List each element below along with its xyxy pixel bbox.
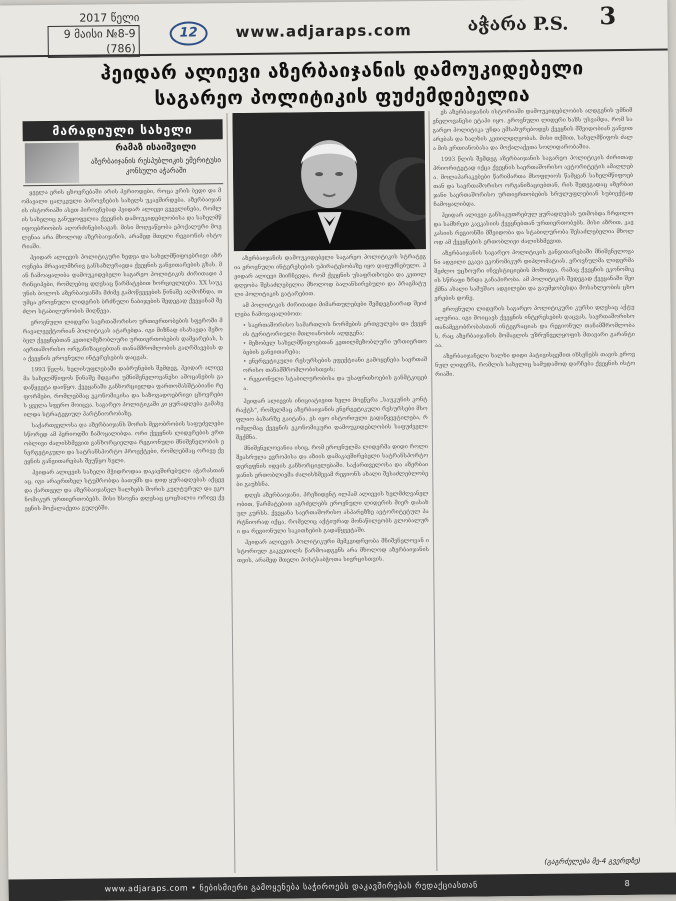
paragraph: აზერბაიჯანელი ხალხი დიდი პატივისცემით იხსენებს თავის ეროვნულ ლიდერს, რომლის სახელიც სამუდამოდ დარჩება ქვეყნის ისტორიაში. (435, 351, 636, 378)
article-column-2 (234, 253, 432, 875)
issue-year: 2017 წელი (79, 11, 140, 25)
page-number: 3 (599, 1, 617, 31)
bullet-list (243, 320, 428, 394)
article-column-1 (21, 187, 228, 879)
website-url[interactable]: www.adjaraps.com (235, 21, 412, 42)
paragraph: საქართველოსა და აზერბაიჯანს შორის მეგობრობის საფუძვლები სწორედ ამ პერიოდში ჩამოყალიბდა. ორი ქვეყნის ლიდერების ერთობლივი ძალისხმევით განხორციელდა რეგიონული მნიშვნელობის ენერგეტიკული და სატრანსპორტო პროექტები, რომლებმაც ორივე ქვეყნის განვითარებას შეუწყო ხელი. (23, 421, 225, 466)
portrait-photo (232, 111, 425, 251)
paragraph: ჰეიდარ ალიევის სახელი მჭიდროდაა დაკავშირებული აჭარასთანაც. იგი არაერთხელ სტუმრობდა ბათუმს და დიდ ყურადღებას აქცევდა ქართველ და აზერბაიჯანელ ხალხებს შორის კულტურულ და ეკონომიკურ ურთიერთობებს. მისი ხსოვნა დღესაც ცოცხალია ორივე ქვეყნის მოქალაქეთა გულებში. (24, 468, 225, 513)
author-role: აზერბაიჯანის რესპუბლიკის ემერიტუსი კონსული აჭარაში (90, 156, 222, 176)
article-column-3 (432, 107, 640, 845)
section-label: მარადიული სახელი (23, 119, 223, 141)
article-headline (36, 55, 649, 113)
page-header (0, 0, 668, 58)
paragraph: ჰეიდარ ალიევი განსაკუთრებულ ყურადღებას უთმობდა ჩრდილო და სამხრეთ კავკასიის ქვეყნებთან ურთიერთობებს. მისი აზრით, კავკასიის რეგიონში მშვიდობა და სტაბილურობა შესაძლებელია მხოლოდ ამ ქვეყნების ერთობლივი ძალისხმევით. (433, 210, 634, 246)
paragraph: ჰეიდარ ალიევის პოლიტიკური მემკვიდრეობა მნიშვნელოვან ისტორიულ გაკვეთილს წარმოადგენს არა მხოლოდ აზერბაიჯანისთვის, არამედ მთელი პოსტსაბჭოთა სივრცისთვის. (237, 538, 430, 565)
issue-number: 9 მაისი №8-9 (786) (48, 25, 140, 58)
paragraph: ჰეიდარ ალიევის პოლიტიკური ხედვა და სახელმწიფოებრივი აზროვნება მრავალმხრივ განსაზღვრავდა ქვეყნის განვითარების გზას. მან ჩამოაყალიბა დამოუკიდებელი საგარეო პოლიტიკის ძირითადი პრინციპები, რომლებიც დღესაც წარმატებით ხორციელდება. XX საუკუნის ბოლოს აზერბაიჯანმა მძიმე გამოწვევების წინაშე აღმოჩნდა, თუმცა ეროვნული ლიდერის ბრძნული ნაბიჯების შედეგად ქვეყანამ შეძლო სტაბილურობის მიღწევა. (22, 253, 223, 316)
paragraph: 1993 წელს, ხელისუფლებაში დაბრუნების შემდეგ, ჰეიდარ ალიევმა სახელმწიფოს წინაშე მდგარი უმნიშვნელოვანესი ამოცანების გადაწყვეტა დაიწყო. ქვეყანაში განხორციელდა ფართომასშტაბიანი რეფორმები, რომლებმაც ეკონომიკისა და საზოგადოებრივი ცხოვრების ყველა სფერო მოიცვა. საგარეო პოლიტიკაში კი ყურადღება გამახვილდა სტრატეგიულ პარტნიორობაზე. (23, 365, 224, 419)
list-item: • ენერგეტიკული რესურსების ეფექტიანი გამოყენება საერთაშორისო თანამშრომლობისთვის; (243, 356, 427, 376)
paragraph: ეროვნული ლიდერის საგარეო პოლიტიკური კურსი დღესაც აქტუალურია. იგი მოიცავს ქვეყნის ინტერესების დაცვას, საერთაშორისო თანამეგობრობასთან ინტეგრაციას და რეგიონულ თანამშრომლობას, რაც აზერბაიჯანის მომავლის უზრუნველყოფის მთავარი გარანტიაა. (434, 304, 635, 349)
portrait-photo-icon (232, 111, 425, 251)
paragraph: აზერბაიჯანის საგარეო პოლიტიკის განვითარებაში მნიშვნელოვანი ადგილი ეკავა ეკონომიკურ დიპლომატიას. ეროვნულმა ლიდერმა შეძლო უცხოური ინვესტიციების მოზიდვა, რამაც ქვეყნის ეკონომიკის სწრაფი ზრდა განაპირობა. ამ პოლიტიკის შედეგად ქვეყანაში შეიქმნა ახალი სამუშაო ადგილები და გაუმჯობესდა მოსახლეობის ცხოვრების დონე. (434, 248, 635, 302)
divider (23, 183, 223, 186)
newspaper-brand: აჭარა P.S. (467, 13, 569, 36)
continued-note: (გაგრძელება მე-4 გვერდზე) (544, 856, 641, 866)
paragraph: მნიშვნელოვანია ისიც, რომ ეროვნულმა ლიდერმა დიდი როლი შეასრულა ევროპისა და აზიის დამაკავშირებელი სატრანსპორტო დერეფნის იდეის განხორციელებაში. საქართველოსა და აზერბაიჯანის ერთობლივმა ძალისხმევამ რეგიონს ახალი შესაძლებლობები გაუხსნა. (236, 444, 429, 489)
paragraph: დღეს აზერბაიჯანი, პრეზიდენტ ილჰამ ალიევის ხელმძღვანელობით, წარმატებით აგრძელებს ეროვნული ლიდერის მიერ დასახულ კურსს. ქვეყანა საერთაშორისო ასპარეზზე ავტორიტეტულ პარტნიორად იქცა, რომელიც აქტიურად მონაწილეობს გლობალური და რეგიონული საკითხების გადაწყვეტაში. (236, 491, 429, 536)
paragraph: ამ პოლიტიკის ძირითადი მიმართულებები შემდეგნაირად შეიძლება ჩამოვაყალიბოთ: (234, 301, 427, 319)
paragraph: ყველა ერის ცხოვრებაში არის პერიოდები, როცა ერის ბედი და მომავალი ცალკეული პიროვნების სახელს უკავშირდება. აზერბაიჯანის ისტორიაში ასეთ პიროვნებად ჰეიდარ ალიევი გვევლინება, რომლის სახელიც განუყოფელია ქვეყნის დამოუკიდებლობისა და სახელმწიფოებრიობის აღორძინებისაგან. მისი მოღვაწეობა ეპოქალური მოვლენაა არა მხოლოდ აზერბაიჯანის, არამედ მთელი რეგიონის ისტორიაში. (21, 188, 222, 251)
list-item: • საერთაშორისო სამართლის ნორმების ერთგულება და ქვეყნის ტერიტორიული მთლიანობის აღდგენა; (243, 320, 427, 340)
paragraph: აზერბაიჯანის დამოუკიდებელი საგარეო პოლიტიკის სტრატეგია ეროვნული ინტერესების უპირატესობაზე იყო დაფუძნებული. ჰეიდარ ალიევი მიიჩნევდა, რომ ქვეყნის უსაფრთხოება და კეთილდღეობა შესაძლებელია მხოლოდ ბალანსირებული და პრაგმატული პოლიტიკის გატარებით. (234, 254, 427, 299)
paragraph: 1993 წლის შემდეგ აზერბაიჯანის საგარეო პოლიტიკის ძირითად პრიორიტეტად იქცა ქვეყნის საერთაშორისო ავტორიტეტის ამაღლება. მოლაპარაკებები წარიმართა მსოფლიოს წამყვან სახელმწიფოებთან და საერთაშორისო ორგანიზაციებთან, რის შედეგადაც აზერბაიჯანი საერთაშორისო ურთიერთობების სრულუფლებიან სუბიექტად ჩამოყალიბდა. (433, 154, 634, 208)
footer-page-number: 8 (624, 878, 630, 889)
paragraph: ჰეიდარ ალიევის ინიციატივით ხელი მოეწერა „საუკუნის კონტრაქტს“, რომელმაც აზერბაიჯანის ენერგეტიკული რესურსები მსოფლიო ბაზარზე გაიტანა. ეს იყო ისტორიული გადაწყვეტილება, რომელმაც ქვეყნის ეკონომიკური დამოუკიდებლობის საფუძველი შექმნა. (235, 397, 428, 442)
logo-12-icon: 12 (170, 21, 208, 45)
footer-text: www.adjaraps.com • ნებისმიერი გამოყენება საჭიროებს დაკავშირებას რედაქციასთან (104, 880, 478, 894)
list-item: • რეგიონული სტაბილურობისა და უსაფრთხოების განმტკიცება. (243, 374, 427, 394)
author-photo (25, 143, 79, 184)
headline-line-2: საგარეო პოლიტიკის ფუძემდებელია (154, 83, 531, 110)
headline-line-1: ჰეიდარ ალიევი აზერბაიჯანის დამოუკიდებელი (100, 57, 584, 85)
paragraph: ეროვნული ლიდერი საერთაშორისო ურთიერთობების სფეროში მრავალვექტორიან პოლიტიკას ატარებდა. იგი მიზნად ისახავდა მეზობელ ქვეყნებთან კეთილმეზობლური ურთიერთობების დამყარებას, საერთაშორისო ორგანიზაციებთან თანამშრომლობის გაღრმავებას და ქვეყნის ეროვნული ინტერესების დაცვას. (22, 318, 223, 363)
author-name: რამაზ ისაიშვილი (115, 142, 197, 154)
paragraph: ეს აზერბაიჯანის ისტორიაში დამოუკიდებლობის აღდგენის უმნიშვნელოვანესი ეტაპი იყო. ეროვნული ლიდერი ხაზს უსვამდა, რომ საგარეო პოლიტიკა უნდა ემსახურებოდეს ქვეყნის მშვიდობიან განვითარებას და ხალხის კეთილდღეობას. მისი თქმით, სახელმწიფოს ძალა მის ერთიანობასა და მოქალაქეთა სოლიდარობაშია. (432, 107, 633, 152)
list-item: • მეზობელ სახელმწიფოებთან კეთილმეზობლური ურთიერთობების განვითარება; (243, 338, 427, 358)
issue-date (47, 10, 139, 58)
